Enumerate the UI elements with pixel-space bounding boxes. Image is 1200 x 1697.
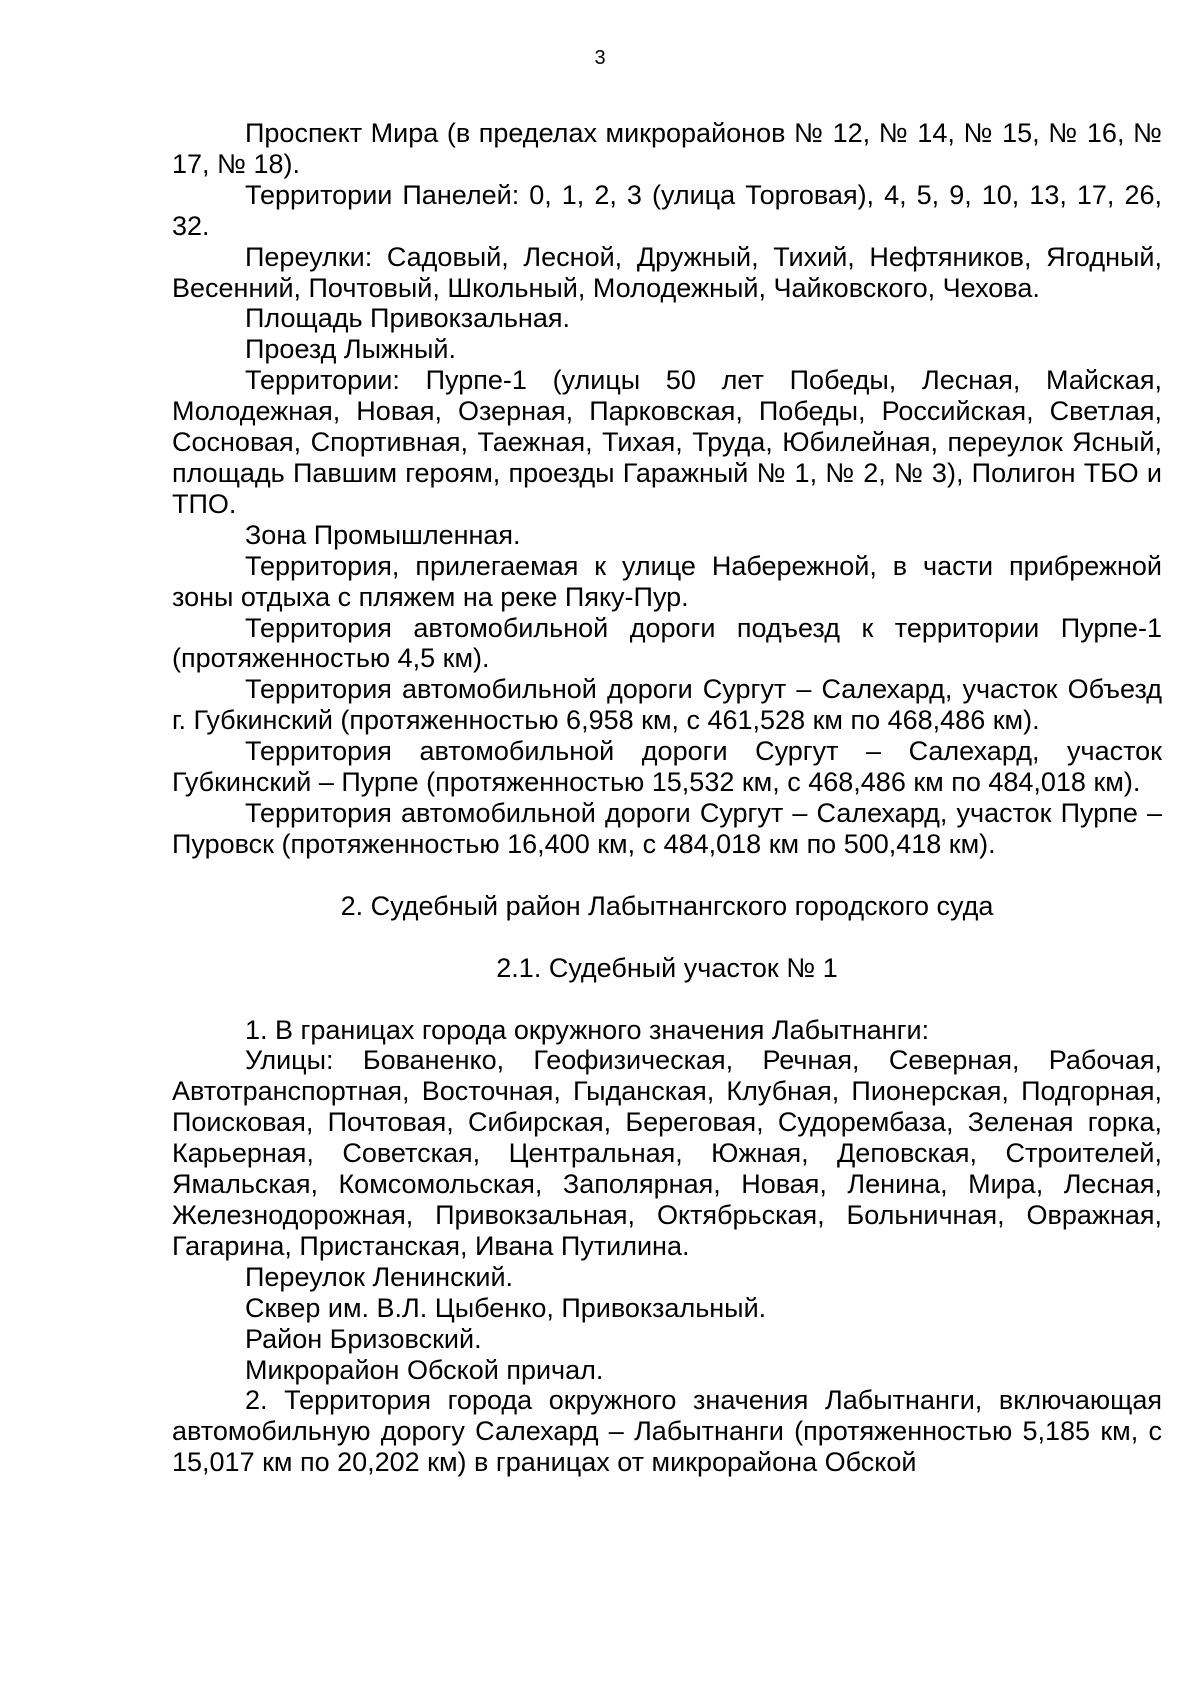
paragraph: 2. Территория города окружного значения Лабытнанги, включающая автомобильную дорогу Салехард – Лабытнанги (протяженностью 5,185 км, с 15,017 км по 20,202 км) в границах от микрорайона Обской <box>172 1385 1162 1478</box>
paragraph: Сквер им. В.Л. Цыбенко, Привокзальный. <box>245 1292 767 1323</box>
paragraph: Площадь Привокзальная. <box>245 303 570 334</box>
paragraph: Территории: Пурпе-1 (улицы 50 лет Победы, Лесная, Майская, Молодежная, Новая, Озерная, Парковская, Победы, Российская, Светлая, Сосновая, Спортивная, Таежная, Тихая, Труда, Юбилейная, переулок Ясный, площадь Павшим героям, проезды Гаражный № 1, № 2, № 3), Полигон ТБО и ТПО. <box>172 365 1162 519</box>
paragraph: Территория автомобильной дороги Сургут – Салехард, участок Объезд г. Губкинский (протяженностью 6,958 км, с 461,528 км по 468,486 км). <box>172 674 1162 736</box>
paragraph: Район Бризовский. <box>245 1323 482 1354</box>
paragraph: Улицы: Бованенко, Геофизическая, Речная, Северная, Рабочая, Автотранспортная, Восточная, Гыданская, Клубная, Пионерская, Подгорная, Поисковая, Почтовая, Сибирская, Береговая, Судорембаза, Зеленая горка, Карьерная, Советская, Центральная, Южная, Деповская, Строителей, Ямальская, Комсомольская, Заполярная, Новая, Ленина, Мира, Лесная, Железнодорожная, Привокзальная, Октябрьская, Больничная, Овражная, Гагарина, Пристанская, Ивана Путилина. <box>172 1045 1162 1261</box>
section-heading: 2. Судебный район Лабытнангского городского суда <box>340 890 994 921</box>
paragraph: Зона Промышленная. <box>245 519 521 550</box>
paragraph: Территории Панелей: 0, 1, 2, 3 (улица Торговая), 4, 5, 9, 10, 13, 17, 26, 32. <box>172 179 1162 241</box>
paragraph: Территория, прилегаемая к улице Набережной, в части прибрежной зоны отдыха с пляжем на реке Пяку-Пур. <box>172 550 1162 612</box>
paragraph: Проезд Лыжный. <box>245 334 456 365</box>
paragraph: Проспект Мира (в пределах микрорайонов № 12, № 14, № 15, № 16, № 17, № 18). <box>172 118 1162 179</box>
document-body <box>172 118 1162 1478</box>
paragraph: Переулки: Садовый, Лесной, Дружный, Тихий, Нефтяников, Ягодный, Весенний, Почтовый, Школьный, Молодежный, Чайковского, Чехова. <box>172 241 1162 303</box>
paragraph: Микрорайон Обской причал. <box>245 1354 604 1385</box>
paragraph: Территория автомобильной дороги подъезд к территории Пурпе-1 (протяженностью 4,5 км). <box>172 612 1162 674</box>
paragraph: Территория автомобильной дороги Сургут – Салехард, участок Губкинский – Пурпе (протяженностью 15,532 км, с 468,486 км по 484,018 км). <box>172 736 1162 798</box>
paragraph: Территория автомобильной дороги Сургут – Салехард, участок Пурпе – Пуровск (протяженностью 16,400 км, с 484,018 км по 500,418 км). <box>172 797 1162 859</box>
subsection-heading: 2.1. Судебный участок № 1 <box>496 952 838 983</box>
paragraph: Переулок Ленинский. <box>245 1261 514 1292</box>
paragraph: 1. В границах города окружного значения Лабытнанги: <box>245 1014 930 1045</box>
page-number: 3 <box>594 47 606 69</box>
